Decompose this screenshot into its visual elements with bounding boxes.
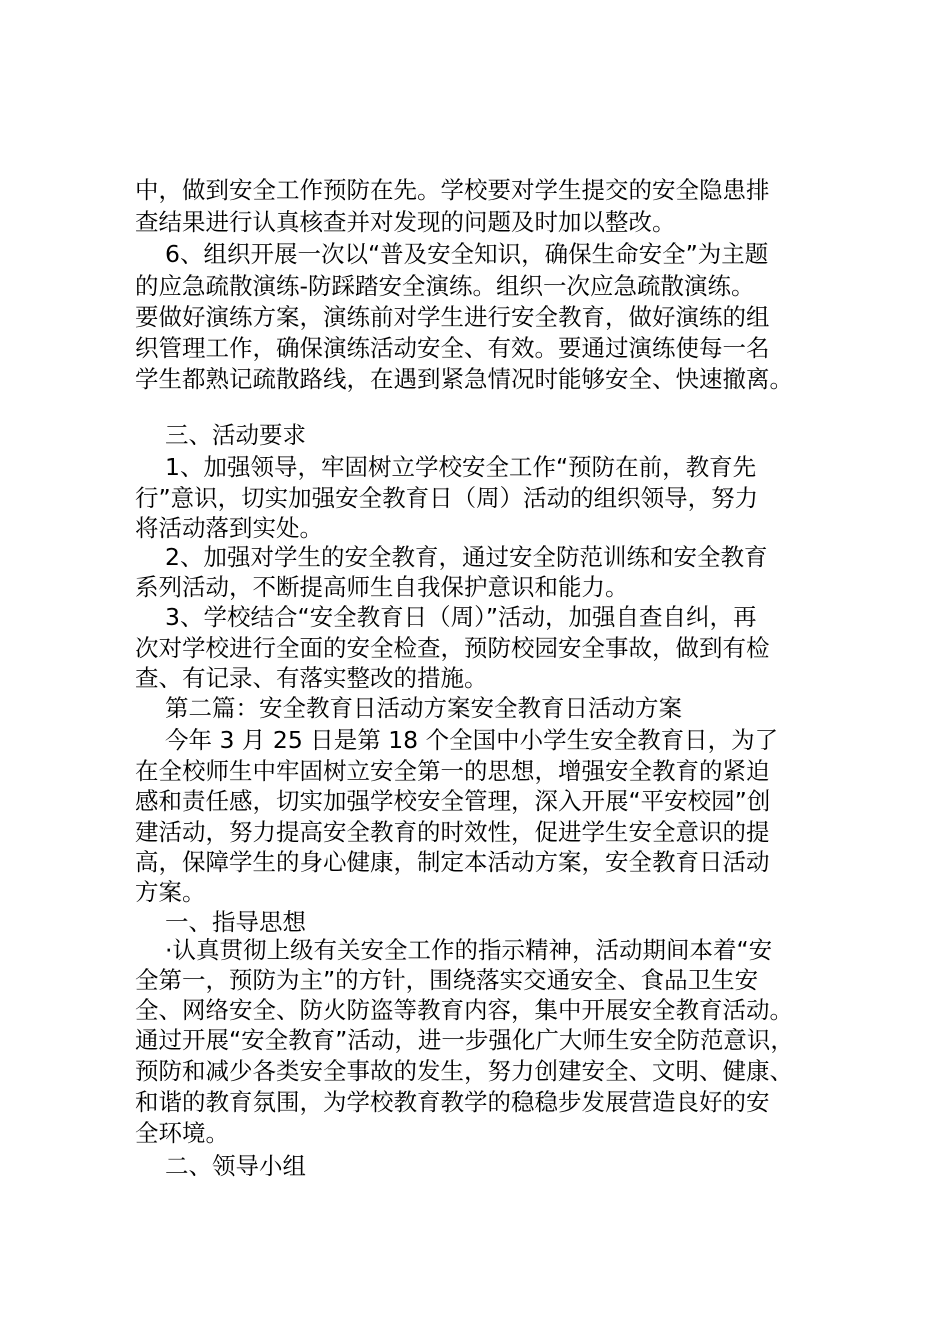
text-line: 的应急疏散演练-防踩踏安全演练。组织一次应急疏散演练。	[135, 272, 755, 300]
section-heading: 二、领导小组	[165, 1152, 306, 1180]
text-line: 将活动落到实处。	[135, 514, 323, 542]
text-line: 6、组织开展一次以“普及安全知识，确保生命安全”为主题	[165, 240, 769, 268]
text-line: 预防和减少各类安全事故的发生，努力创建安全、文明、健康、	[135, 1057, 793, 1085]
text-line: 和谐的教育氛围，为学校教育教学的稳稳步发展营造良好的安	[135, 1088, 770, 1116]
text-line: 通过开展“安全教育”活动，进一步强化广大师生安全防范意识，	[135, 1026, 794, 1054]
text-line: 3、学校结合“安全教育日（周）”活动，加强自查自纠，再	[165, 603, 757, 631]
text-line: 感和责任感，切实加强学校安全管理，深入开展“平安校园”创	[135, 787, 771, 815]
text-line: 全第一，预防为主”的方针，围绕落实交通安全、食品卫生安	[135, 966, 759, 994]
text-line: 方案。	[135, 878, 206, 906]
text-line: ·认真贯彻上级有关安全工作的指示精神，活动期间本着“安	[165, 936, 773, 964]
text-line: 全、网络安全、防火防盗等教育内容，集中开展安全教育活动。	[135, 996, 793, 1024]
text-line: 2、加强对学生的安全教育，通过安全防范训练和安全教育	[165, 543, 768, 571]
text-line: 在全校师生中牢固树立安全第一的思想，增强安全教育的紧迫	[135, 757, 770, 785]
text-line: 行”意识，切实加强安全教育日（周）活动的组织领导，努力	[135, 484, 759, 512]
text-line: 高，保障学生的身心健康，制定本活动方案，安全教育日活动	[135, 848, 770, 876]
text-line: 织管理工作，确保演练活动安全、有效。要通过演练使每一名	[135, 334, 770, 362]
text-line: 今年 3 月 25 日是第 18 个全国中小学生安全教育日，为了	[165, 726, 779, 754]
text-line: 中，做到安全工作预防在先。学校要对学生提交的安全隐患排	[135, 176, 770, 204]
text-line: 系列活动，不断提高师生自我保护意识和能力。	[135, 573, 629, 601]
text-line: 查、有记录、有落实整改的措施。	[135, 664, 488, 692]
section-heading: 三、活动要求	[165, 421, 306, 449]
text-line: 建活动，努力提高安全教育的时效性，促进学生安全意识的提	[135, 818, 770, 846]
text-line: 1、加强领导，牢固树立学校安全工作“预防在前，教育先	[165, 453, 757, 481]
text-line: 次对学校进行全面的安全检查，预防校园安全事故，做到有检	[135, 634, 770, 662]
text-line: 全环境。	[135, 1119, 229, 1147]
text-line: 学生都熟记疏散路线，在遇到紧急情况时能够安全、快速撤离。	[135, 365, 793, 393]
chapter-title: 第二篇：安全教育日活动方案安全教育日活动方案	[165, 694, 682, 722]
text-line: 查结果进行认真核查并对发现的问题及时加以整改。	[135, 208, 676, 236]
text-line: 要做好演练方案，演练前对学生进行安全教育，做好演练的组	[135, 303, 770, 331]
section-heading: 一、指导思想	[165, 908, 306, 936]
